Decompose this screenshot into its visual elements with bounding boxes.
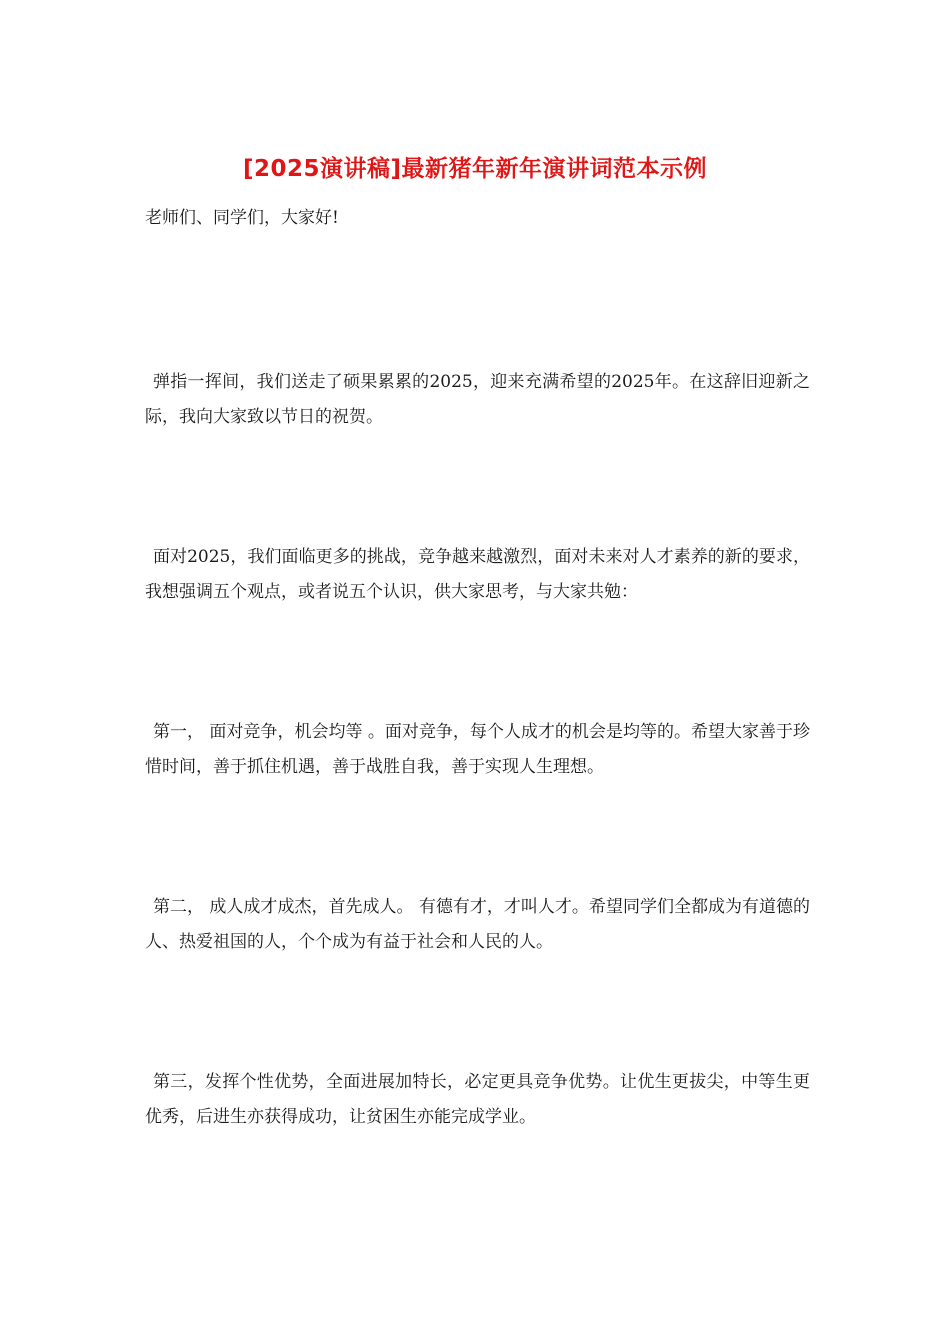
- greeting-line: 老师们、同学们，大家好!: [145, 208, 339, 228]
- paragraph-3: 第一， 面对竞争，机会均等 。面对竞争，每个人成才的机会是均等的。希望大家善于珍惜时间，善于抓住机遇，善于战胜自我，善于实现人生理想。: [145, 722, 810, 777]
- paragraph-4: 第二， 成人成才成杰，首先成人。 有德有才，才叫人才。希望同学们全都成为有道德的人、热爱祖国的人，个个成为有益于社会和人民的人。: [145, 897, 810, 952]
- paragraph-1: 弹指一挥间，我们送走了硕果累累的2025，迎来充满希望的2025年。在这辞旧迎新之际，我向大家致以节日的祝贺。: [145, 372, 810, 427]
- document-title: [2025演讲稿]最新猪年新年演讲词范本示例: [242, 156, 708, 182]
- paragraph-5: 第三，发挥个性优势，全面进展加特长，必定更具竞争优势。让优生更拔尖，中等生更优秀，后进生亦获得成功，让贫困生亦能完成学业。: [145, 1072, 810, 1127]
- paragraph-2: 面对2025，我们面临更多的挑战，竞争越来越激烈，面对未来对人才素养的新的要求，我想强调五个观点，或者说五个认识，供大家思考，与大家共勉：: [145, 547, 810, 602]
